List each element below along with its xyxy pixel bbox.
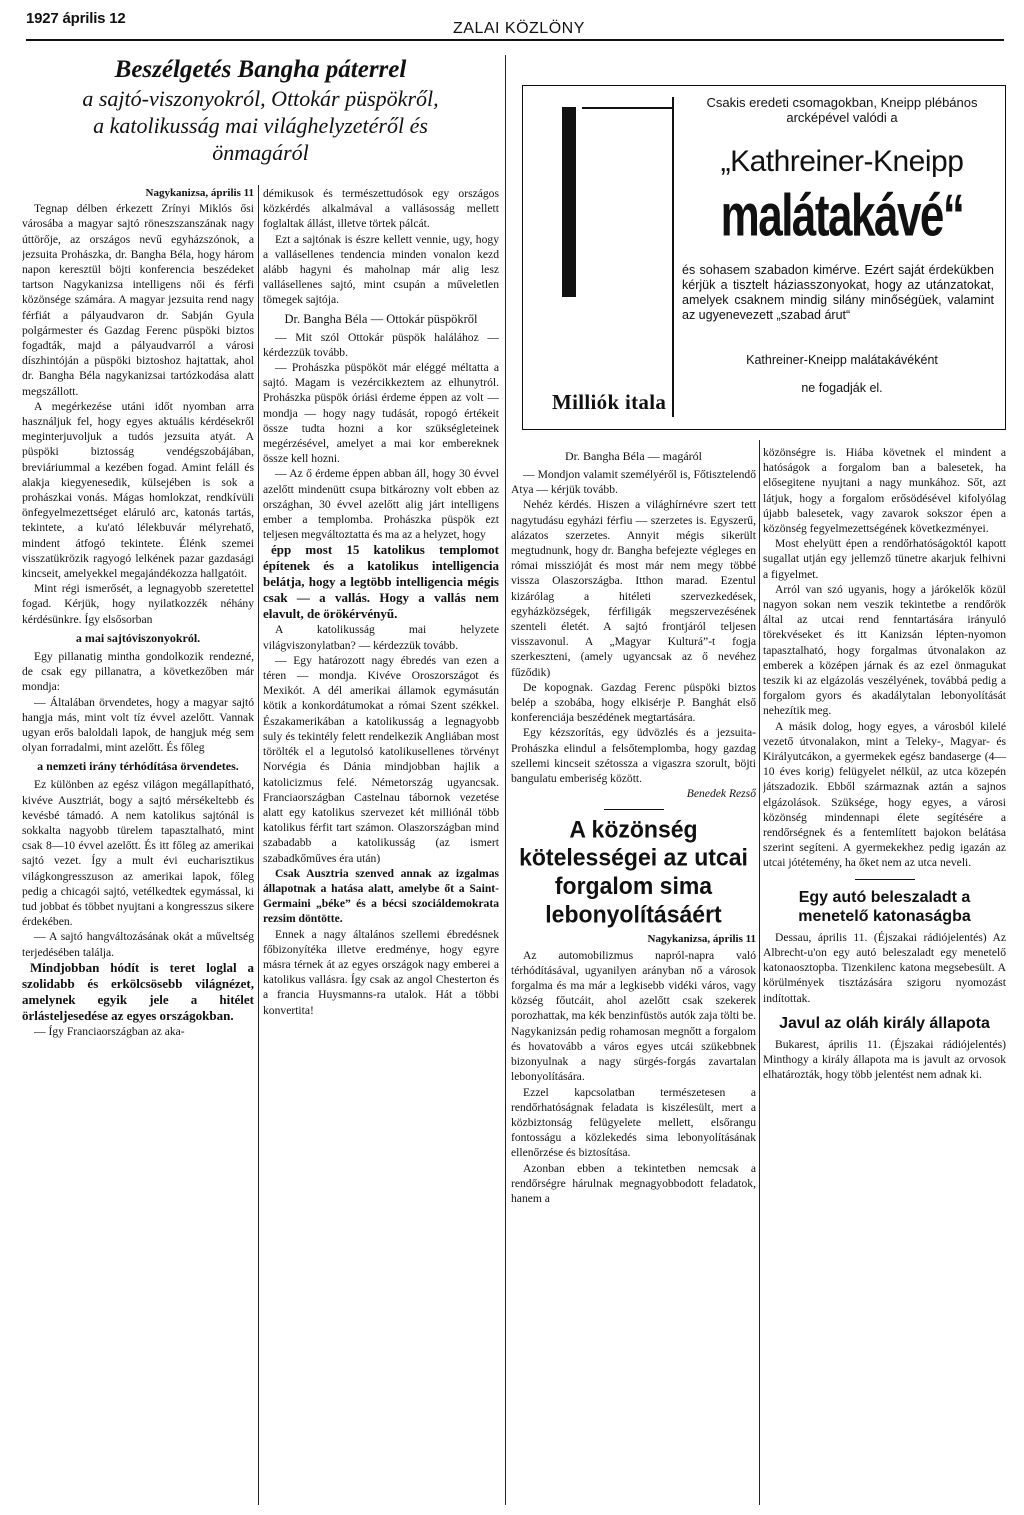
divider bbox=[604, 809, 664, 810]
paragraph: Ezt a sajtónak is észre kellett vennie, ugy, hogy a vallásellenes tendencia minden vonalon kezd alább hagyni és maholnap már alig lesz vallásellenes sajtó, mint csupán a műveletlen tömegek sajtója. bbox=[263, 232, 499, 307]
column-rule-3 bbox=[759, 440, 760, 1505]
ad-decorative-bar bbox=[562, 107, 576, 297]
headline-subtitle-1: a sajtó-viszonyokról, Ottokár püspökről, bbox=[82, 86, 439, 111]
ad-product: malátakávé“ bbox=[720, 183, 964, 250]
ad-closing: ne fogadják el. bbox=[801, 381, 883, 395]
divider bbox=[855, 879, 915, 880]
ad-divider bbox=[672, 97, 674, 417]
paragraph: Most ehelyütt épen a rendőrhatóságoktól kapott sugallat utján egy jellemző tünetre akarjuk felhivni a figyelmet. bbox=[763, 537, 1006, 581]
paragraph: — Így Franciaországban az aka- bbox=[34, 1024, 185, 1038]
kathreiner-advertisement bbox=[522, 85, 1006, 430]
paragraph: De kopognak. Gazdag Ferenc püspöki biztos belép a szobába, hogy elkisérje P. Banghát első konferenciája beszédének megtartására. bbox=[511, 680, 756, 725]
paragraph: Ezzel kapcsolatban természetesen a rendőrhatóságnak feladata is kiszélesült, mert a közbiztonság felügyelete mellett, elsőrangu fontosságu a közlekedés sima lebonyolításának ellenőrzése és biztosítása. bbox=[511, 1085, 756, 1160]
paragraph: A katolikusság mai helyzete világviszonylatban? — kérdezzük tovább. bbox=[263, 623, 499, 652]
column-1 bbox=[22, 186, 254, 1506]
masthead bbox=[0, 0, 1024, 36]
emphasis-paragraph: Mindjobban hódít is teret loglal a szolidabb és erkölcsösebb világnézet, amelynek egyik jele a hitélet örlásteljesedése az egyes országokban. bbox=[22, 959, 254, 1023]
paragraph: — Mit szól Ottokár püspök halálához — kérdezzük tovább. bbox=[263, 330, 499, 359]
paragraph: — A sajtó hangváltozásának okát a műveltség terjedésében találja. bbox=[22, 930, 254, 959]
ad-intro: Csakis eredeti csomagokban, Kneipp plébános arcképével valódi a bbox=[706, 95, 978, 125]
paragraph: Azonban ebben a tekintetben nemcsak a rendőrségre hárulnak megnagyobbodott feladatok, hanem a bbox=[511, 1161, 756, 1205]
column-3 bbox=[511, 445, 756, 1507]
issue-date: 1927 április 12 bbox=[26, 10, 126, 27]
paragraph: A másik dolog, hogy egyes, a városból kilelé vezető útvonalakon, mint a Teleky-, Magyar- és Királyutcákon, a gyermekek egész bandaserge (4—10 éves korig) felügyelet nélkül, az utca közepén játszadozik. Ebből származnak aztán a sajnos elgázolások. Szüksége, hogy egyes, a városi közönség mindennapi élete segítésére a rendőrségnek és a fentemlített bajokon belátása szerint segíteni. A gyermekekhez pedig igazán az utcai jótétemény, ha őket nem az utca neveli. bbox=[763, 719, 1006, 870]
paragraph: Csak Ausztria szenved annak az izgalmas állapotnak a hatása alatt, amelybe őt a Saint-Germaini „béke” és a bécsi szociáldemokrata rezsim döntötte. bbox=[263, 866, 499, 926]
paragraph: — Az ő érdeme éppen abban áll, hogy 30 évvel azelőtt mindenütt csupa bitkározny volt ebben az országhan, 30 évvel azelőtt alig járt intelligens ember a templomba. Prohászka püspök ezt teljesen megváltoztatta és ma az a helyzet, hogy bbox=[263, 467, 499, 542]
paragraph: Ez különben az egész világon megállapítható, kivéve Ausztriát, bogy a sajtó mérsékeltebb és kevésbé támadó. A nem katolikus sajtónál is sokkalta nagyobb türelem tapasztalható, mint csak 8—10 évvel azelőtt. És itt főleg az amerikai sajtó vezet. Így a mult évi eucharisztikus világkongresszuson az amerikai lapok, főleg pedig a chicagói sajtó, vetélkedtek egymással, ki tud jobbat és többet nyujtani a kongresszus sikere érdekében. bbox=[22, 778, 254, 929]
paragraph: — Mondjon valamit személyéről is, Főtisztelendő Atya — kérjük tovább. bbox=[511, 468, 756, 497]
dateline: Nagykanizsa, április 11 bbox=[647, 933, 756, 946]
paragraph: Az automobilizmus napról-napra való térhódításával, ugyanilyen arányban nő a városok forgalma és ma már a legkisebb vidéki város, vagy község főutcáit, ahol azelőtt csak szekerek porozhattak, ma kék benzinfüstös autók zaja tölti be. Nagykanizsán pedig rohamosan megnőtt a forgalom és hovatovább a város egyes utcái szükebbnek bizonyulnak a nagy sürgés-forgás zavartalan lebonyolítására. bbox=[511, 948, 756, 1084]
subheading: a nemzeti irány térhódítása örvendetes. bbox=[37, 759, 239, 774]
paragraph: Dessau, április 11. (Éjszakai rádiójelentés) Az Albrecht-u'on egy autó beleszaladt egy menetelő katonaosztopba. Tizenkilenc katona megsebesült. A körülmények tisztázására szigoru nyomozást indítottak. bbox=[763, 930, 1006, 1005]
paragraph: — Általában örvendetes, hogy a magyar sajtó hangja más, mint volt tíz évvel azelőtt. Vannak ugyan erős baloldali lapok, de hangjuk még sem olyan forradalmi, mint azelőtt. És főleg bbox=[22, 695, 254, 755]
subheading: Dr. Bangha Béla — Ottokár püspökről bbox=[284, 311, 478, 326]
paragraph: Egy pillanatig mintha gondolkozik rendezné, de csak egy pillanatra, a következőben már mondja: bbox=[22, 649, 254, 694]
emphasis-paragraph: épp most 15 katolikus templomot építenek és a katolikus intelligencia belátja, hogy a legtöbb intelligencia mégis csak — a vallás. Hogy a vallás nem elavult, de örökérvényű. bbox=[263, 542, 499, 622]
masthead-rule bbox=[26, 39, 1004, 41]
paragraph: Mint régi ismerősét, a legnagyobb szeretettel fogad. Kérjük, hogy nyilatkozzék néhány kérdésünkre. Így elsősorban bbox=[22, 582, 254, 626]
brief-title: Javul az oláh király állapota bbox=[779, 1014, 990, 1032]
headline-subtitle-2: a katolikusság mai világhelyzetéről és bbox=[93, 113, 428, 138]
column-rule-1 bbox=[258, 185, 259, 1505]
paragraph: Nehéz kérdés. Hiszen a világhírnévre szert tett nagytudásu egyházi férfiu — szerzetes is. Egyszerű, alázatos szerzetes. Annyit mégis sikerült megtudnunk, hogy dr. Bangha befejezte végleges en római misszióját és most már nem megy többé vissza Olaszországba. Itthon marad. Ezentul kizárólag a hitéleti szervezkedések, egyházközségek, férfiligák megszervezésének szenteli életét. A sajtó frontjáról teljesen visszavonul. A „Magyar Kulturá”-t fogja szerkeszteni, (amely ugyancsak az ő nevéhez fűződik) bbox=[511, 498, 756, 679]
ad-brand: „Kathreiner-Kneipp bbox=[720, 145, 964, 178]
paragraph: — Egy határozott nagy ébredés van ezen a téren — mondja. Kivéve Oroszországot és Mexikót. A dél amerikai államok egymásután kötik a konkordátumokat a római Szent székkel. Északamerikában a katolikusság a legnagyobb suly és tekintély felett rendelkezik Angliában most törölték el a legutolsó katolikusellenes törvényt Norvégia és Dánia mindjobban hajlik a katolicizmus felé. Németország ugyancsak. Franciaországban Castelnau tábornok vezetése alatt egy katolikus szervezet két milliónál több katolikus férfit tart számon. Olaszországban mind szabadabb a katolikusság (az ismert szabadkőműves éra után) bbox=[263, 653, 499, 865]
ad-frame bbox=[522, 85, 1006, 430]
paragraph: — Prohászka püspököt már eléggé méltatta a sajtó. Magam is vezércikkeztem az elhunytról. Prohászka püspök óriási érdeme éppen az volt — mondja — hogy nagy tudását, ropogó értékeit össze tudta hozni a kor szükségleteinek megérzésével, amelyet a mai kor embereknek össze kell hozni. bbox=[263, 361, 499, 466]
column-2 bbox=[263, 186, 499, 1506]
column-4 bbox=[763, 445, 1006, 1507]
paragraph: A megérkezése utáni időt nyomban arra használjuk fel, hogy egyes aktuális kérdésekről meginterjuvoljuk a tudós jezsuita atyát. A püspöki biztosság vendégszobájában, breviáriummal a kezében fogad. Amint feláll és alakja kiegyenesedik, külsejében is sok a prohászkai vonás. Mágas homlokzat, rendkívüli önfegyelmezettséget eláruló arc, katonás tartás, tekintete, a ku'ató lélekbuvár mélyrehatő, mindent átfogó tekintete. Élénk szemei visszatükrözik ragyogó lelkének pazar gazdasági kincseit, amelyekkel megajándékozza hallgatóit. bbox=[22, 399, 254, 581]
article-title: A közönség kötelességei az utcai forgalom sima lebonyolításáért bbox=[519, 815, 748, 929]
author-signature: Benedek Rezső bbox=[686, 787, 756, 801]
column-rule-2 bbox=[505, 55, 506, 1505]
paragraph: közönségre is. Hiába követnek el mindent a hatóságok a forgalom ban a balesetek, ha elősegitene nyujtani a nagy munkához. Sőt, azt látjuk, hogy a forgalom erősödésével kifolyólag újabb balesetek, vagy zavarok sokszor épen a közönség fegyelmezettségének következményei. bbox=[763, 446, 1006, 536]
subheading: Dr. Bangha Béla — magáról bbox=[565, 449, 702, 463]
paragraph: Tegnap délben érkezett Zrínyi Miklós ősi városába a magyar sajtó röneszszanszának nagy úttörője, az országos nevű egyházszónok, a jezsuita Prohászka, dr. Bangha Béla, hogy három napon keresztül böjti konferencia beszédeket tartson Nagykanizsa intelligens női és férfi közönsége számára. A magyar jezsuita rend nagy férfiát a pályaudvaron dr. Sabján Gyula polgármester és Gazdag Ferenc püspöki biztos fogadták, majd a pályaudvarról a városi díszhintóján a püspöki biztoshoz hajtattak, ahol dr. Bangha Béla nagykanizsai tartózkodása alatt megszállott. bbox=[22, 202, 254, 398]
paragraph: Ennek a nagy általános szellemi ébredésnek főbizonyítéka illetve eredménye, hogy egyre másra térnek át az egyes országok nagy emberei a katolikus vallásra. Így csak az angol Chesterton és a francia Huysmanns-ra utalok. Hát a többi konvertita! bbox=[263, 927, 499, 1017]
paragraph: démikusok és természettudósok egy országos közkérdés alkalmával a vallásosság mellett foglaltak állást, illetve törtek pálcát. bbox=[263, 187, 499, 231]
paragraph: Arról van szó ugyanis, hogy a járókelők közül nagyon sokan nem veszik tekintetbe a rendőrök által az utcai rend fenntartására irányuló törekvéseket és itt Kanizsán lépten-nyomon tapasztalható, hogy forgalmas útvonalakon az emberek a középen járnak és az ezel önmagukat teszik ki az elgázolás veszélyének, továbbá pedig a forgalom gyors és akadálytalan lebonyolítását nehezítik meg. bbox=[763, 582, 1006, 718]
brief-title: Egy autó beleszaladt a menetelő katonaságba bbox=[798, 888, 971, 925]
ad-slogan: Milliók itala bbox=[552, 390, 667, 414]
main-headline bbox=[22, 55, 499, 166]
subheading: a mai sajtóviszonyokról. bbox=[75, 630, 201, 645]
ad-body: és sohasem szabadon kimérve. Ezért saját érdekükben kérjük a tisztelt háziasszonyokat, hogy az utánzatokat, amelyek csaknem mindig silány minőségüek, valamint az ugyenevezett „szabad árut“ bbox=[682, 263, 994, 322]
dateline: Nagykanizsa, április 11 bbox=[145, 187, 254, 199]
paragraph: Bukarest, április 11. (Éjszakai rádiójelentés) Minthogy a király állapota ma is javult az orvosok elhatározták, hogy több jelentést nem adnak ki. bbox=[763, 1037, 1006, 1082]
paragraph: Egy kézszorítás, egy üdvözlés és a jezsuita-Prohászka elindul a felsőtemplomba, hogy gazdag szellemi kincseit szétossza a vigaszra szorult, böjti bangulatu emberiség között. bbox=[511, 726, 756, 786]
headline-title: Beszélgetés Bangha páterrel bbox=[114, 56, 407, 83]
ad-product-line: Kathreiner-Kneipp malátakávéként bbox=[746, 353, 938, 367]
headline-subtitle-3: önmagáról bbox=[212, 140, 309, 165]
newspaper-name: ZALAI KÖZLÖNY bbox=[453, 20, 585, 37]
ad-rule bbox=[582, 107, 674, 109]
